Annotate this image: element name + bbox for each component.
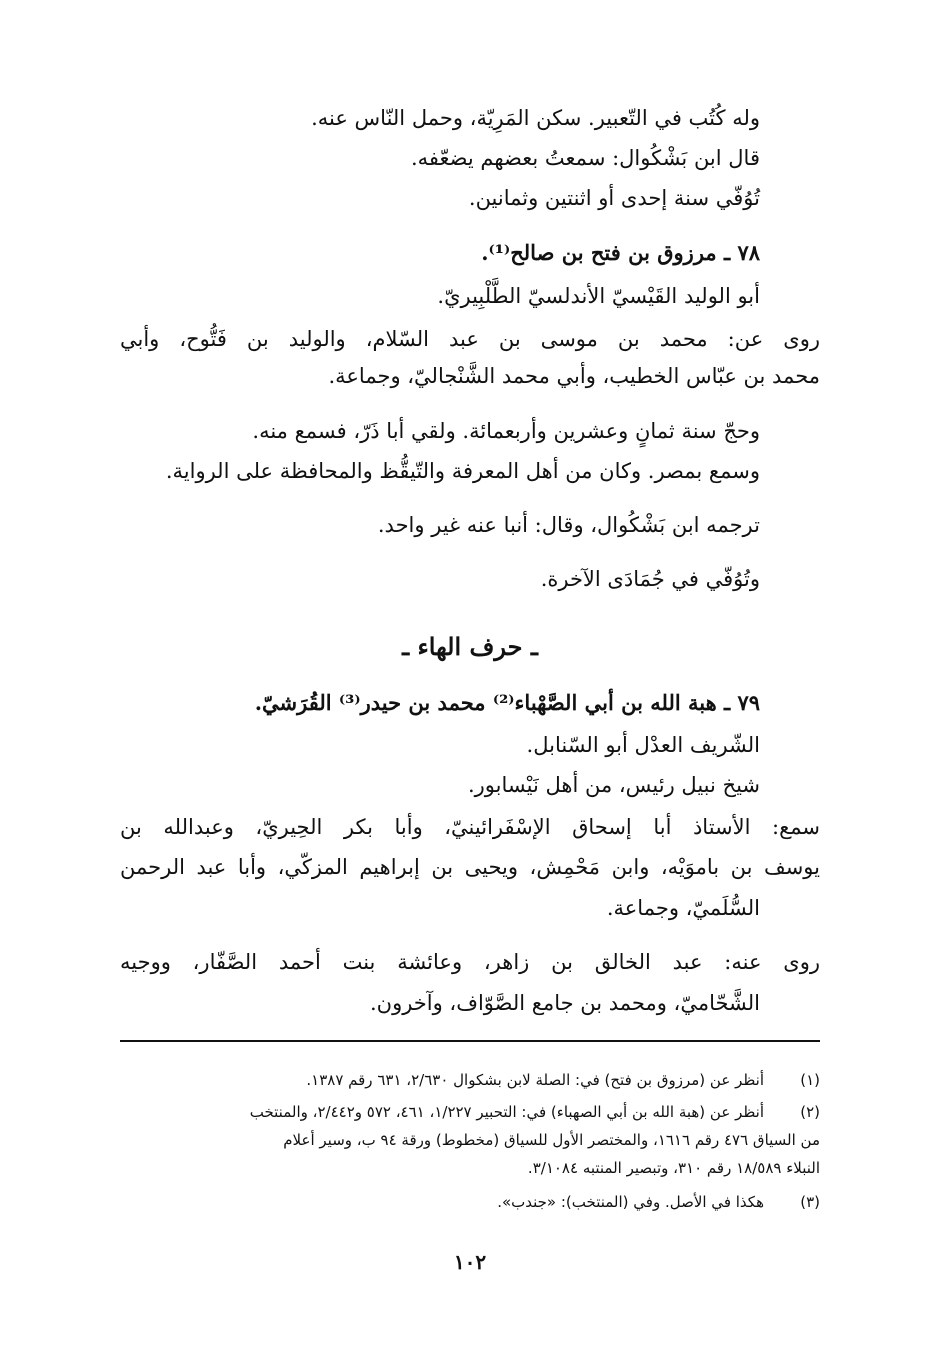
footnote-number: (٢) <box>800 1103 820 1121</box>
text-line: قال ابن بَشْكُوال: سمعتُ بعضهم يضعّفه. <box>410 146 760 170</box>
page-number: ١٠٢ <box>453 1250 487 1274</box>
footnote-separator <box>120 1040 820 1042</box>
text-line: الشّريف العدْل أبو السّنابل. <box>526 733 760 757</box>
text-line: ترجمه ابن بَشْكُوال، وقال: أنبا عنه غير واحد. <box>377 513 760 537</box>
entry-heading-79: ٧٩ ـ هبة الله بن أبي الصَّهْباء⁽²⁾ محمد بن حيدر⁽³⁾ القُرَشيّ. <box>254 690 760 715</box>
footnote-3 <box>120 1190 820 1214</box>
text-line: تُوُفّي سنة إحدى أو اثنتين وثمانين. <box>468 186 760 210</box>
text-line: الشَّحّاميّ، ومحمد بن جامع الصَّوّاف، وآخرون. <box>369 991 760 1015</box>
footnote-text: أنظر عن (هبة الله بن أبي الصهباء) في: التحبير ١/٢٢٧، ٤٦١، ٥٧٢ و٢/٤٤٢، والمنتخب <box>249 1103 764 1121</box>
footnote-1 <box>120 1068 820 1092</box>
section-title: ـ حرف الهاء ـ <box>402 632 538 661</box>
footnote-text: هكذا في الأصل. وفي (المنتخب): «جندب». <box>497 1193 764 1211</box>
text-line: روى عن: محمد بن موسى بن عبد السّلام، والوليد بن فَتُّوح، وأبي <box>120 327 820 351</box>
footnote-number: (٣) <box>800 1193 820 1211</box>
text-line: وحجّ سنة ثمانٍ وعشرين وأربعمائة. ولقي أبا ذَرّ، فسمع منه. <box>252 419 760 443</box>
footnote-number: (١) <box>800 1071 820 1089</box>
entry-heading-78: ٧٨ ـ مرزوق بن فتح بن صالح⁽¹⁾. <box>481 240 760 265</box>
text-line: وتُوُفّي في جُمَادَى الآخرة. <box>540 567 760 591</box>
text-line: محمد بن عبّاس الخطيب، وأبي محمد الشَّنْجاليّ، وجماعة. <box>328 364 820 388</box>
text-line: شيخ نبيل رئيس، من أهل نَيْسابور. <box>467 773 760 797</box>
text-line: وله كُتُب في التّعبير. سكن المَرِيّة، وحمل النّاس عنه. <box>311 106 760 130</box>
text-line: السُّلَميّ، وجماعة. <box>606 896 760 920</box>
text-line: يوسف بن باموَيْه، وابن مَحْمِش، ويحيى بن إبراهيم المزكّي، وأبا عبد الرحمن <box>120 855 820 879</box>
text-line: سمع: الأستاذ أبا إسحاق الإسْفَرائينيّ، وأبا بكر الحِيريّ، وعبدالله بن <box>120 815 820 839</box>
footnote-2 <box>120 1100 820 1180</box>
text-line: أبو الوليد القَيْسيّ الأندلسيّ الطَّلْبِيريّ. <box>437 284 760 308</box>
footnote-text: النبلاء ١٨/٥٨٩ رقم ٣١٠، وتبصير المنتبه ٣/١٠٨٤. <box>527 1159 820 1177</box>
text-line: وسمع بمصر. وكان من أهل المعرفة والتّيقُّظ والمحافظة على الرواية. <box>165 459 760 483</box>
text-line: روى عنه: عبد الخالق بن زاهر، وعائشة بنت أحمد الصَّفّار، ووجيه <box>120 950 820 974</box>
footnote-text: من السياق ٤٧٦ رقم ١٦١٦، والمختصر الأول للسياق (مخطوط) ورقة ٩٤ ب، وسير أعلام <box>283 1131 820 1149</box>
footnote-text: أنظر عن (مرزوق بن فتح) في: الصلة لابن بشكوال ٢/٦٣٠، ٦٣١ رقم ١٣٨٧. <box>306 1071 764 1089</box>
